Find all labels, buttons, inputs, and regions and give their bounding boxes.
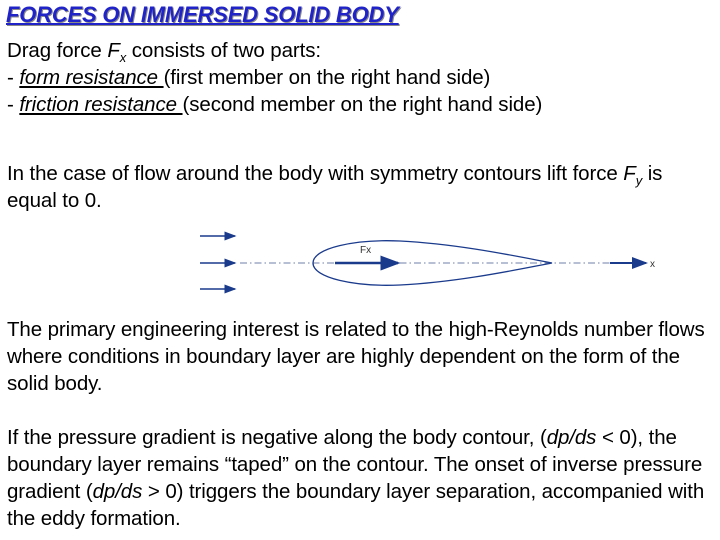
flow-arrows (200, 236, 235, 289)
drag-force-label: Fx (360, 245, 372, 256)
lift-force-paragraph: In the case of flow around the body with symmetry contours lift force $F_y$ is equal to 0. (7, 162, 663, 212)
slide-title: FORCES ON IMMERSED SOLID BODY (6, 2, 399, 27)
drag-intro: Drag force $F_x$ consists of two parts: (7, 39, 321, 66)
form-resistance-item: - form resistance (first member on the right hand side) (7, 66, 491, 89)
friction-resistance-item: - friction resistance (second member on the right hand side) (7, 93, 543, 116)
drag-force-paragraph (7, 37, 714, 118)
airfoil-flow-diagram (0, 225, 720, 300)
x-axis-label: x (650, 259, 655, 270)
high-reynolds-paragraph: The primary engineering interest is related to the high-Reynolds number flows where conditions in boundary layer are highly dependent on the form of the solid body. (7, 318, 705, 395)
friction-resistance-term: friction resistance (19, 93, 183, 116)
form-resistance-term: form resistance (19, 66, 164, 89)
pressure-gradient-paragraph: If the pressure gradient is negative along the body contour, (dp/ds < 0), the boundary layer remains “taped” on the contour. The onset of inverse pressure gradient (dp/ds > 0) triggers the boundary layer separation, accompanied with the eddy formation. (7, 426, 705, 530)
